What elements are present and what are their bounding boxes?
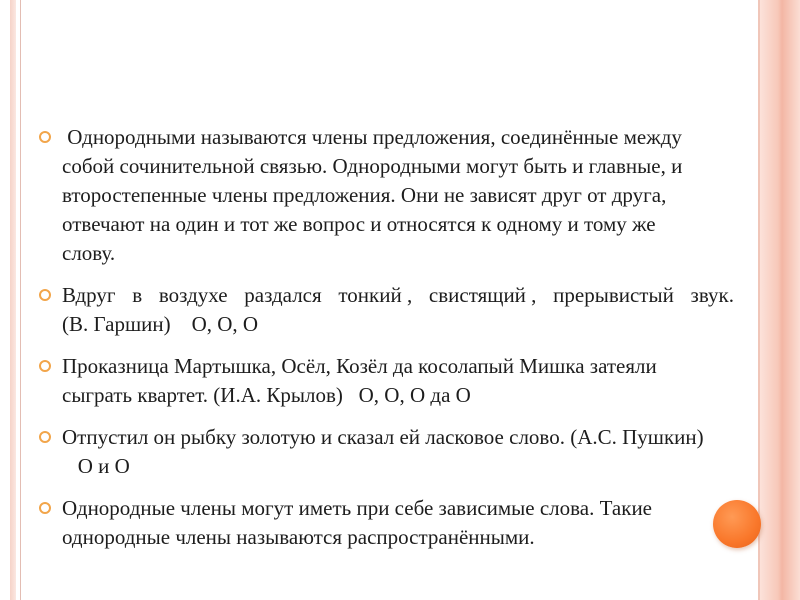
word: раздался	[244, 283, 322, 307]
text-line: Отпустил он рыбку золотую и сказал ей ласковое слово. (А.С. Пушкин)	[62, 425, 704, 449]
justified-line	[62, 281, 734, 310]
text-line: О и О	[62, 454, 130, 478]
text-line: Однородные члены могут иметь при себе зависимые слова. Такие	[62, 496, 652, 520]
bullet-circle-icon	[39, 289, 51, 301]
slide-content	[36, 123, 756, 565]
word: воздухе	[158, 283, 228, 307]
word: свистящий ,	[428, 283, 537, 307]
bullet-item-extended-members	[36, 494, 756, 552]
bullet-circle-icon	[39, 502, 51, 514]
text-line: Однородными называются члены предложения, соединённые между	[62, 125, 682, 149]
left-border-decoration	[0, 0, 21, 600]
bullet-circle-icon	[39, 360, 51, 372]
bullet-circle-icon	[39, 431, 51, 443]
text-line: второстепенные члены предложения. Они не зависят друг от друга,	[62, 183, 667, 207]
text-line: Проказница Мартышка, Осёл, Козёл да косолапый Мишка затеяли	[62, 354, 657, 378]
word: Вдруг	[62, 283, 116, 307]
word: звук.	[690, 283, 734, 307]
orange-circle-decoration	[713, 500, 761, 548]
text-line: отвечают на один и тот же вопрос и относятся к одному и тому же	[62, 212, 656, 236]
text-line: слову.	[62, 241, 116, 265]
bullet-item-example-krylov	[36, 352, 756, 410]
left-border-stripe	[10, 0, 16, 600]
right-border-decoration	[760, 0, 800, 600]
bullet-item-definition	[36, 123, 756, 268]
text-line: сыграть квартет. (И.А. Крылов) О, О, О да О	[62, 383, 471, 407]
text-line: (В. Гаршин) О, О, О	[62, 312, 259, 336]
word: тонкий ,	[338, 283, 413, 307]
word: прерывистый	[553, 283, 674, 307]
text-line: собой сочинительной связью. Однородными могут быть и главные, и	[62, 154, 683, 178]
text-line: однородные члены называются распространёнными.	[62, 525, 535, 549]
bullet-circle-icon	[39, 131, 51, 143]
bullet-item-example-garshin	[36, 281, 756, 339]
word: в	[132, 283, 143, 307]
bullet-item-example-pushkin	[36, 423, 756, 481]
